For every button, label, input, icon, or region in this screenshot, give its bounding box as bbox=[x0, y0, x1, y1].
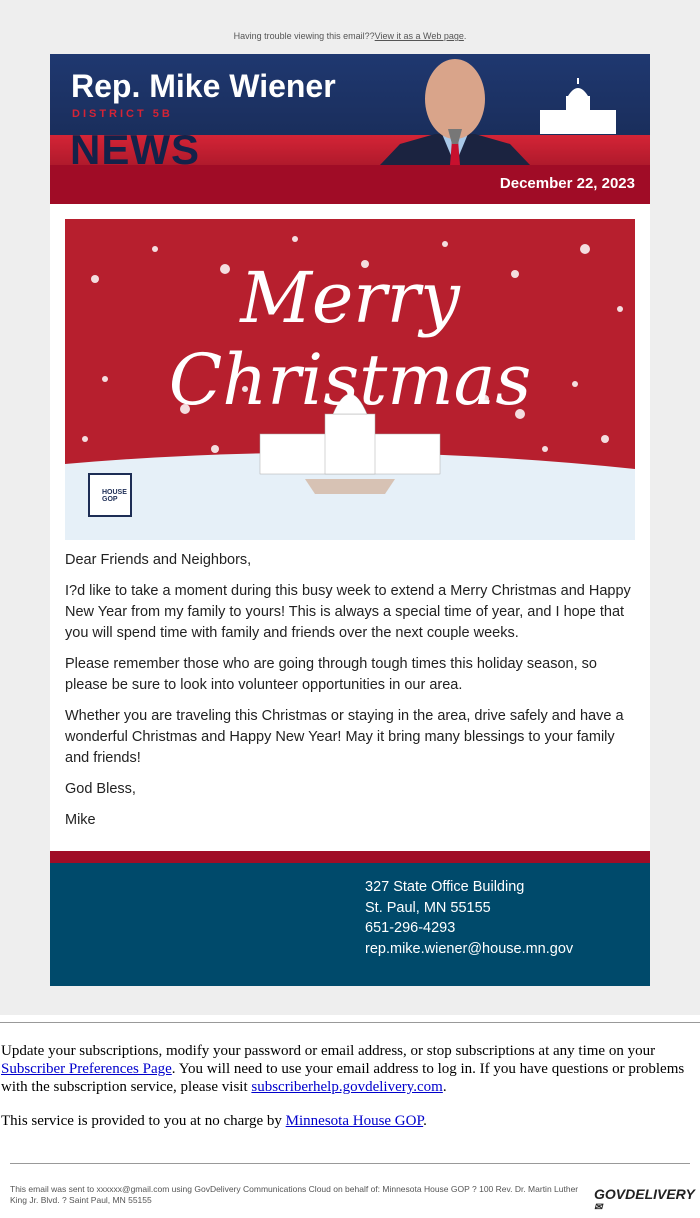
news-label: NEWS bbox=[70, 126, 200, 173]
letter-body bbox=[65, 550, 635, 831]
govdelivery-logo bbox=[594, 1186, 700, 1218]
address-line-1: 327 State Office Building bbox=[365, 879, 525, 895]
preheader-text: Having trouble viewing this email?? bbox=[233, 31, 375, 41]
paragraph: Whether you are traveling this Christmas or staying in the area, drive safely and have a wonderful Christmas and Happy New Year! May it bring many blessings to your family and friends! bbox=[65, 708, 624, 766]
signature: Mike bbox=[65, 812, 96, 828]
rep-name: Rep. Mike Wiener bbox=[71, 68, 336, 104]
banner-title: Merry Christmas bbox=[168, 257, 532, 421]
footer-stripe bbox=[50, 851, 650, 863]
notice-text: This service is provided to you at no charge by bbox=[1, 1113, 286, 1129]
govdelivery-logo-text: GOVDELIVERY bbox=[594, 1186, 695, 1202]
notice-text: . bbox=[442, 1079, 447, 1095]
contact-footer bbox=[50, 863, 650, 986]
merry-christmas-banner bbox=[65, 219, 635, 540]
subscriber-help-link[interactable]: subscriberhelp.govdelivery.com bbox=[251, 1079, 443, 1095]
greeting: Dear Friends and Neighbors, bbox=[65, 552, 252, 568]
capitol-icon bbox=[538, 78, 618, 138]
minnesota-house-gop-link[interactable]: Minnesota House GOP bbox=[285, 1113, 424, 1129]
envelope-icon: ✉ bbox=[594, 1202, 603, 1213]
newsletter-date: December 22, 2023 bbox=[499, 175, 635, 192]
paragraph: Please remember those who are going through tough times this holiday season, so please be sure to look into volunteer opportunities in our area. bbox=[65, 656, 597, 693]
subscription-notice bbox=[1, 1042, 699, 1096]
phone: 651-296-4293 bbox=[365, 920, 456, 936]
notice-text: . bbox=[423, 1113, 427, 1129]
subscriber-preferences-link[interactable]: Subscriber Preferences Page bbox=[1, 1061, 172, 1077]
divider bbox=[0, 1022, 700, 1023]
address-line-2: St. Paul, MN 55155 bbox=[365, 899, 491, 916]
rep-portrait bbox=[380, 54, 530, 165]
notice-text: Update your subscriptions, modify your password or email address, or stop subscriptions at any time on your bbox=[1, 1043, 656, 1059]
house-gop-logo bbox=[88, 473, 132, 517]
closing: God Bless, bbox=[65, 781, 136, 797]
notice-text: . You will need to use your email address to log in. If you have questions or problems with the subscription service, please visit bbox=[1, 1061, 685, 1095]
sent-notice: This email was sent to xxxxxx@gmail.com using GovDelivery Communications Cloud on behalf of: Minnesota House GOP ? 100 Rev. Dr. Martin Luther King Jr. Blvd. ? Saint Paul, MN 55155 bbox=[10, 1184, 579, 1205]
paragraph: I?d like to take a moment during this busy week to extend a Merry Christmas and Happy New Year from my family to yours! This is always a special time of year, and I hope that you will spend time with family and friends over the next couple weeks. bbox=[65, 583, 631, 641]
newsletter-header bbox=[50, 54, 650, 204]
preheader bbox=[0, 31, 700, 41]
view-web-page-link[interactable]: View it as a Web page bbox=[374, 31, 464, 41]
service-notice bbox=[1, 1112, 427, 1130]
divider bbox=[10, 1163, 690, 1164]
email: rep.mike.wiener@house.mn.gov bbox=[365, 940, 574, 957]
district-label: DISTRICT 5B bbox=[72, 108, 173, 120]
logo-text: HOUSE GOP bbox=[102, 489, 127, 503]
preheader-period: . bbox=[463, 31, 467, 41]
